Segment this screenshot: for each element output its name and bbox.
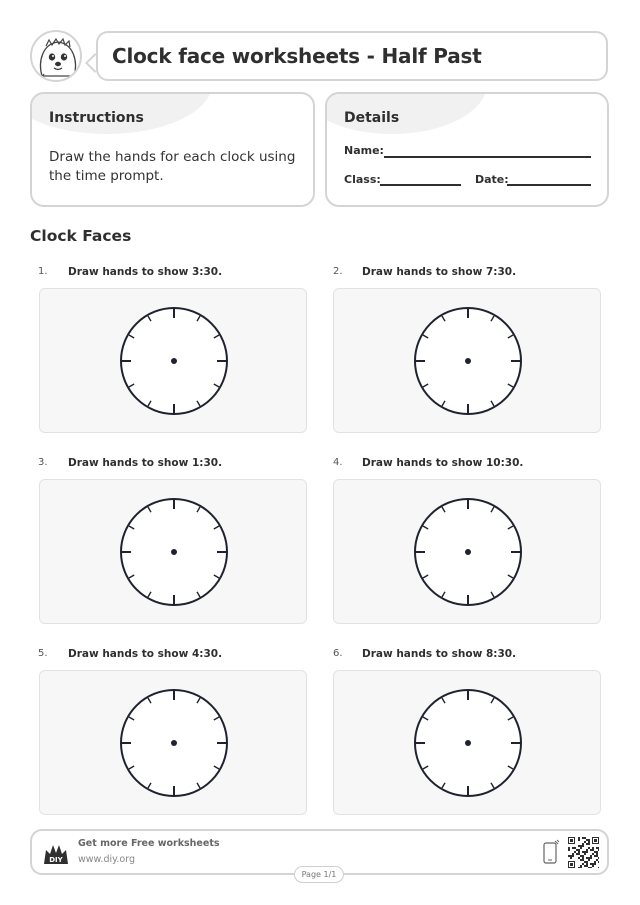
class-label: Class: — [344, 173, 381, 186]
clock-box[interactable] — [39, 479, 307, 624]
clock-center-dot — [171, 740, 177, 746]
clock-box[interactable] — [333, 288, 601, 433]
clock-face — [413, 497, 523, 607]
name-label: Name: — [344, 144, 384, 157]
clock-center-dot — [171, 549, 177, 555]
clock-face — [119, 497, 229, 607]
diy-logo-icon — [42, 842, 70, 866]
question-prompt: Draw hands to show 4:30. — [68, 648, 223, 660]
clock-face — [119, 688, 229, 798]
title-bubble — [96, 31, 608, 81]
phone-icon — [542, 839, 560, 865]
clock-box[interactable] — [333, 479, 601, 624]
question-prompt: Draw hands to show 3:30. — [68, 266, 223, 278]
clock-box[interactable] — [39, 670, 307, 815]
section-title: Clock Faces — [30, 227, 132, 245]
clock-center-dot — [465, 549, 471, 555]
clock-center-dot — [465, 358, 471, 364]
question-number: 3. — [38, 457, 48, 468]
class-field[interactable] — [380, 184, 461, 186]
clock-face — [413, 306, 523, 416]
question-number: 1. — [38, 266, 48, 277]
instructions-panel — [30, 92, 315, 207]
mascot-face-icon — [32, 32, 82, 82]
clock-center-dot — [465, 740, 471, 746]
clock-face — [119, 306, 229, 416]
details-heading: Details — [344, 110, 400, 126]
clock-box[interactable] — [333, 670, 601, 815]
clock-center-dot — [171, 358, 177, 364]
qr-code-icon[interactable] — [568, 837, 599, 868]
footer-cta-text: Get more Free worksheets — [78, 838, 220, 849]
instructions-text: Draw the hands for each clock using the time prompt. — [49, 149, 296, 184]
question-prompt: Draw hands to show 7:30. — [362, 266, 517, 278]
question-number: 5. — [38, 648, 48, 659]
date-field[interactable] — [507, 184, 591, 186]
question-number: 4. — [333, 457, 343, 468]
question-prompt: Draw hands to show 8:30. — [362, 648, 517, 660]
question-number: 6. — [333, 648, 343, 659]
details-panel — [325, 92, 609, 207]
page-title: Clock face worksheets - Half Past — [112, 44, 482, 68]
date-label: Date: — [475, 173, 509, 186]
clock-box[interactable] — [39, 288, 307, 433]
page-indicator: Page 1/1 — [294, 866, 344, 883]
question-prompt: Draw hands to show 1:30. — [68, 457, 223, 469]
instructions-heading: Instructions — [49, 110, 144, 126]
question-prompt: Draw hands to show 10:30. — [362, 457, 524, 469]
footer-website-link[interactable]: www.diy.org — [78, 854, 135, 865]
mascot-avatar — [30, 30, 82, 82]
question-number: 2. — [333, 266, 343, 277]
name-field[interactable] — [384, 156, 591, 158]
diy-logo-text: DIY — [49, 856, 63, 864]
clock-face — [413, 688, 523, 798]
